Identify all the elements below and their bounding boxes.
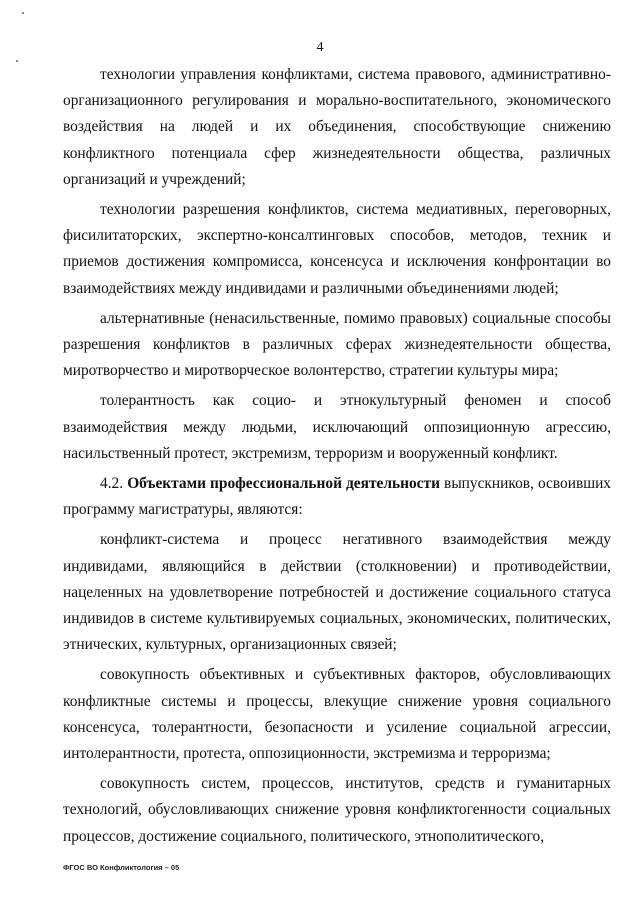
page-number: 4 bbox=[316, 40, 324, 55]
section-bold-text: Объектами профессиональной деятельности bbox=[127, 475, 440, 493]
scan-speck bbox=[16, 60, 18, 62]
paragraph: технологии разрешения конфликтов, система медиативных, переговорных, фисилитаторских, экспертно-консалтинговых способов, методов, техник и приемов достижения компромисса, консенсуса и исключения конфронтации во взаимодействиях между индивидами и различными объединениями людей; bbox=[63, 201, 611, 297]
paragraph: совокупность объективных и субъективных факторов, обусловливающих конфликтные системы и процессы, влекущие снижение уровня социального консенсуса, толерантности, безопасности и усиление социальной агрессии, интолерантности, протеста, оппозиционности, экстремизма и терроризма; bbox=[63, 666, 611, 763]
page-footer: ФГОС ВО Конфликтология – 05 bbox=[63, 863, 180, 872]
scan-speck bbox=[22, 12, 24, 14]
section-rest-text: выпускников, освоивших программу магистратуры, являются: bbox=[63, 475, 612, 519]
section-heading-paragraph bbox=[63, 471, 611, 523]
paragraph: альтернативные (ненасильственные, помимо правовых) социальные способы разрешения конфликтов в различных сферах жизнедеятельности общества, миротворчество и миротворческое волонтерство, стратегии культуры мира; bbox=[63, 309, 611, 380]
paragraph: совокупность систем, процессов, институтов, средств и гуманитарных технологий, обусловливающих снижение уровня конфликтогенности социальных процессов, достижение социального, политического, этнополитического, bbox=[63, 775, 611, 845]
paragraph: толерантность как социо- и этнокультурный феномен и способ взаимодействия между людьми, исключающий оппозиционную агрессию, насильственный протест, экстремизм, терроризм и вооруженный конфликт. bbox=[63, 392, 611, 462]
page-body bbox=[63, 62, 611, 850]
paragraph: конфликт-система и процесс негативного взаимодействия между индивидами, являющийся в действии (столкновении) и противодействии, нацеленных на удовлетворение потребностей и достижение социального статуса индивидов в системе культивируемых социальных, экономических, политических, этнических, культурных, организационных связей; bbox=[63, 531, 611, 654]
paragraph: технологии управления конфликтами, система правового, административно-организационного регулирования и морально-воспитательного, экономического воздействия на людей и их объединения, способствующие снижению конфликтного потенциала сфер жизнедеятельности общества, различных организаций и учреждений; bbox=[63, 66, 611, 188]
section-number: 4.2. bbox=[100, 475, 124, 493]
